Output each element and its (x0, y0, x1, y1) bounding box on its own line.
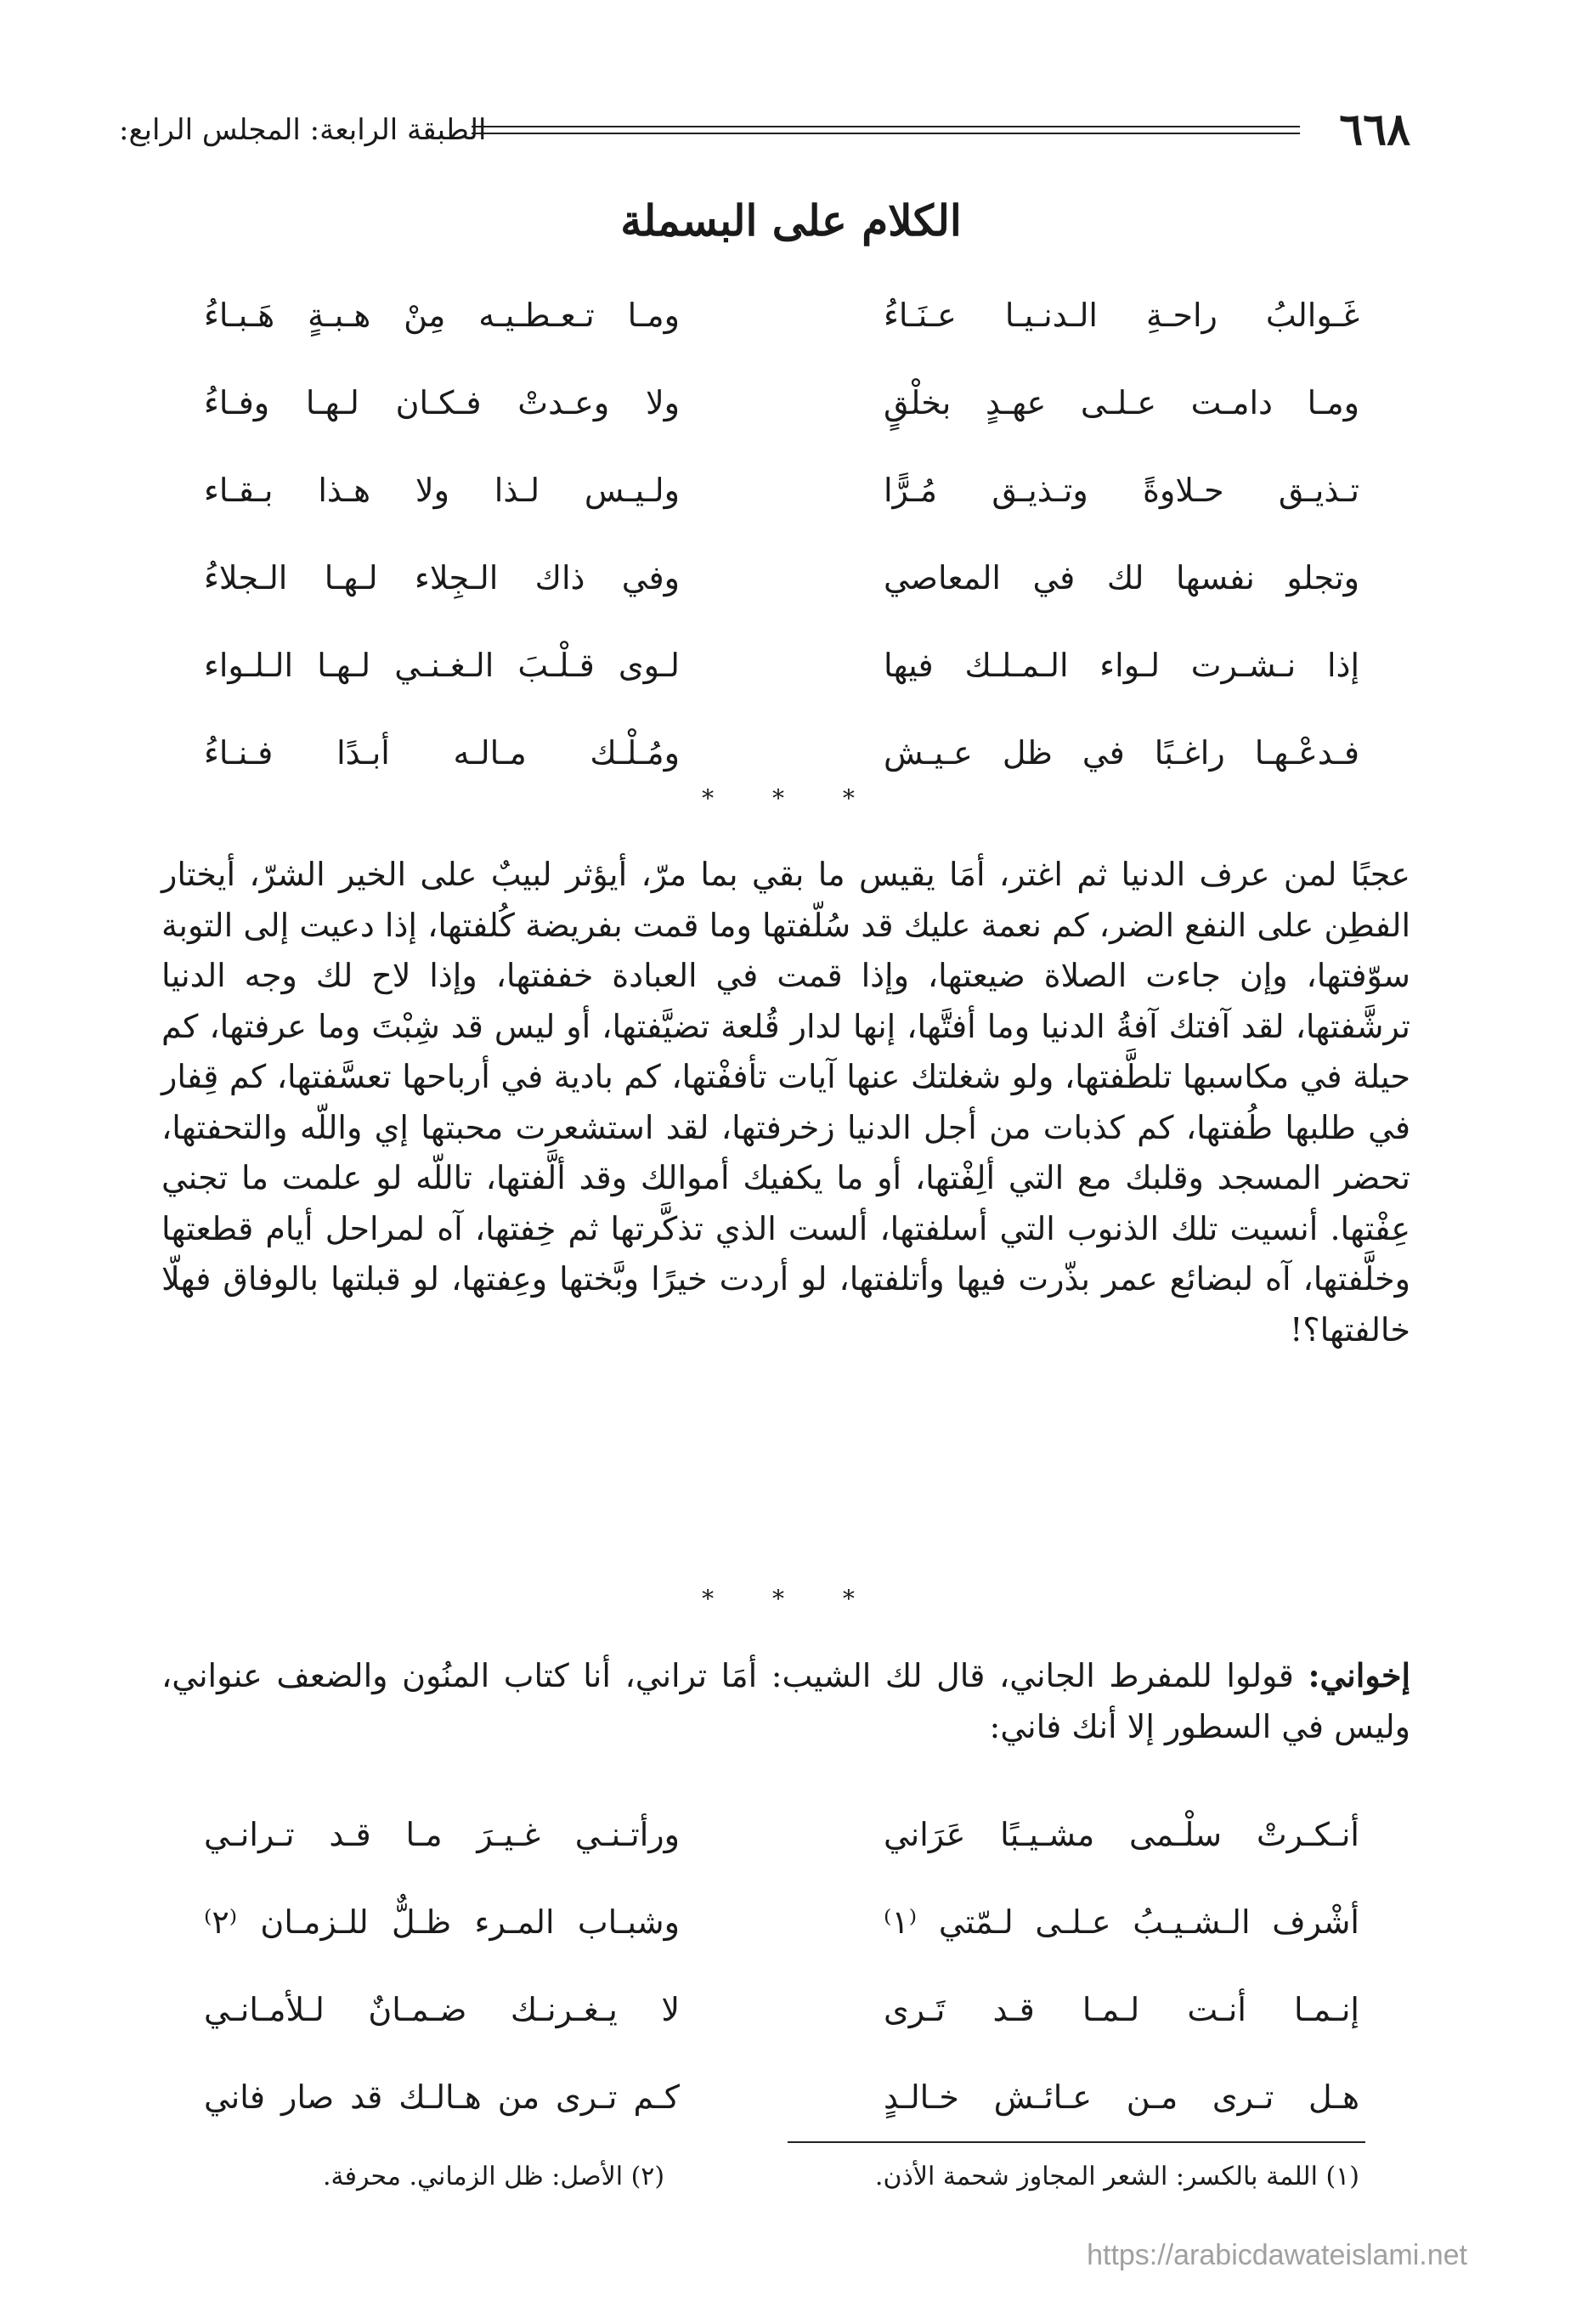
footnote-rule (788, 2141, 1365, 2143)
verse-line (170, 2054, 1359, 2141)
verse-line (170, 1966, 1359, 2054)
section-separator-stars: * * * (702, 784, 880, 812)
footnotes (170, 2152, 1359, 2202)
poem-1 (170, 272, 1359, 797)
section-separator-stars: * * * (702, 1585, 880, 1613)
paragraph-lead-word: إخواني: (1308, 1656, 1410, 1694)
verse-first-hemistich: إنـمـا أنـت لـمـا قـد تَـرى (884, 1991, 1359, 2028)
verse-first-hemistich: أشْرف الـشـيـبُ عـلـى لـمّتي ⁽١⁾ (884, 1903, 1359, 1941)
verse-line (170, 622, 1359, 710)
watermark-url: https://arabicdawateislami.net (1087, 2239, 1467, 2271)
paragraph-2 (161, 1650, 1410, 1752)
verse-first-hemistich: هـل تـرى مـن عـائـش خـالـدٍ (884, 2078, 1359, 2116)
running-header (119, 100, 1410, 160)
poem-2 (170, 1791, 1359, 2141)
verse-second-hemistich: كـم تـرى من هـالـك قد صار فاني (204, 2078, 680, 2116)
verse-second-hemistich: ورأتـنـي غـيـرَ مـا قـد تـرانـي (204, 1816, 680, 1853)
footnote-2: (٢) الأصل: ظل الزماني. محرفة. (323, 2162, 665, 2191)
verse-first-hemistich: أنـكـرتْ سلْـمى مشـيـبًا عَرَاني (884, 1816, 1359, 1853)
header-double-rule (472, 126, 1300, 134)
verse-first-hemistich: ومـا دامـت عـلـى عهـدٍ بخلْقٍ (884, 384, 1359, 421)
verse-first-hemistich: تـذيـق حـلاوةً وتـذيـق مُـرًّا (884, 472, 1359, 509)
verse-second-hemistich: لا يـغـرنـك ضـمـانٌ لـلأمـانـي (204, 1991, 680, 2028)
verse-line (170, 534, 1359, 622)
verse-line (170, 447, 1359, 534)
paragraph-text: قولوا للمفرط الجاني، قال لك الشيب: أمَا تراني، أنا كتاب المنُون والضعف عنواني، وليس في السطور إلا أنك فاني: (161, 1657, 1410, 1745)
footnote-1: (١) اللمة بالكسر: الشعر المجاوز شحمة الأذن. (874, 2162, 1359, 2191)
verse-first-hemistich: غَـوالبُ راحـةِ الـدنـيـا عـنَـاءُ (884, 297, 1359, 334)
verse-first-hemistich: وتجلو نفسها لك في المعاصي (884, 559, 1359, 597)
section-title: الكلام على البسملة (620, 195, 962, 246)
verse-second-hemistich: لـوى قـلْـبَ الـغـنـي لـهـا الـلـواء (204, 647, 680, 684)
verse-second-hemistich: ولـيـس لـذا ولا هـذا بـقـاء (204, 472, 680, 509)
verse-line (170, 1879, 1359, 1966)
page-number: ٦٦٨ (1339, 104, 1410, 155)
verse-second-hemistich: ومـا تـعـطـيـه مِنْ هـبـةٍ هَـبـاءُ (204, 297, 680, 334)
running-title: الطبقة الرابعة: المجلس الرابع: (119, 113, 487, 147)
verse-first-hemistich: إذا نـشـرت لـواء الـمـلـك فيها (884, 647, 1359, 684)
verse-first-hemistich: فـدعْـهـا راغـبًا في ظل عـيـش (884, 734, 1359, 772)
verse-line (170, 272, 1359, 359)
verse-line (170, 1791, 1359, 1879)
verse-second-hemistich: وفي ذاك الـجِلاء لـهـا الـجلاءُ (204, 559, 680, 597)
verse-line (170, 359, 1359, 447)
verse-second-hemistich: ولا وعـدتْ فـكـان لـهـا وفـاءُ (204, 384, 680, 421)
paragraph-1: عجبًا لمن عرف الدنيا ثم اغتر، أمَا يقيس ما بقي بما مرّ، أيؤثر لبيبٌ على الخير الشرّ، أيختار الفطِن على النفع الضر، كم نعمة عليك قد سُلّفتها وما قمت بفريضة كُلفتها، إذا دعيت إلى التوبة سوّفتها، وإن جاءت الصلاة ضيعتها، وإذا قمت في العبادة خففتها، وإذا لاح لك وجه الدنيا ترشَّفتها، لقد آفتك آفةُ الدنيا وما أفتَّها، إنها لدار قُلعة تضيَّفتها، أو ليس قد شِبْتَ وما عرفتها، كم حيلة في مكاسبها تلطَّفتها، ولو شغلتك عنها آيات تأففْتها، كم بادية في أرباحها تعسَّفتها، كم قِفار في طلبها طُفتها، كم كذبات من أجل الدنيا زخرفتها، لقد استشعرت محبتها إي واللّه والتحفتها، تحضر المسجد وقلبك مع التي ألِفْتها، أو ما يكفيك أموالك وقد ألَّفتها، تاللّه لو علمت ما تجني عِفْتها. أنسيت تلك الذنوب التي أسلفتها، ألست الذي تذكَّرتها ثم خِفتها، آه لمراحل أيام قطعتها وخلَّفتها، آه لبضائع عمر بذّرت فيها وأتلفتها، لو أردت خيرًا وبَّختها وعِفتها، لو قبلتها بالوفاق فهلّا خالفتها؟! (161, 856, 1410, 1349)
verse-second-hemistich: وشبـاب المـرء ظـلٌّ للـزمـان ⁽٢⁾ (204, 1903, 680, 1941)
verse-second-hemistich: ومُـلْـك مـالـه أبـدًا فـنـاءُ (204, 734, 680, 772)
